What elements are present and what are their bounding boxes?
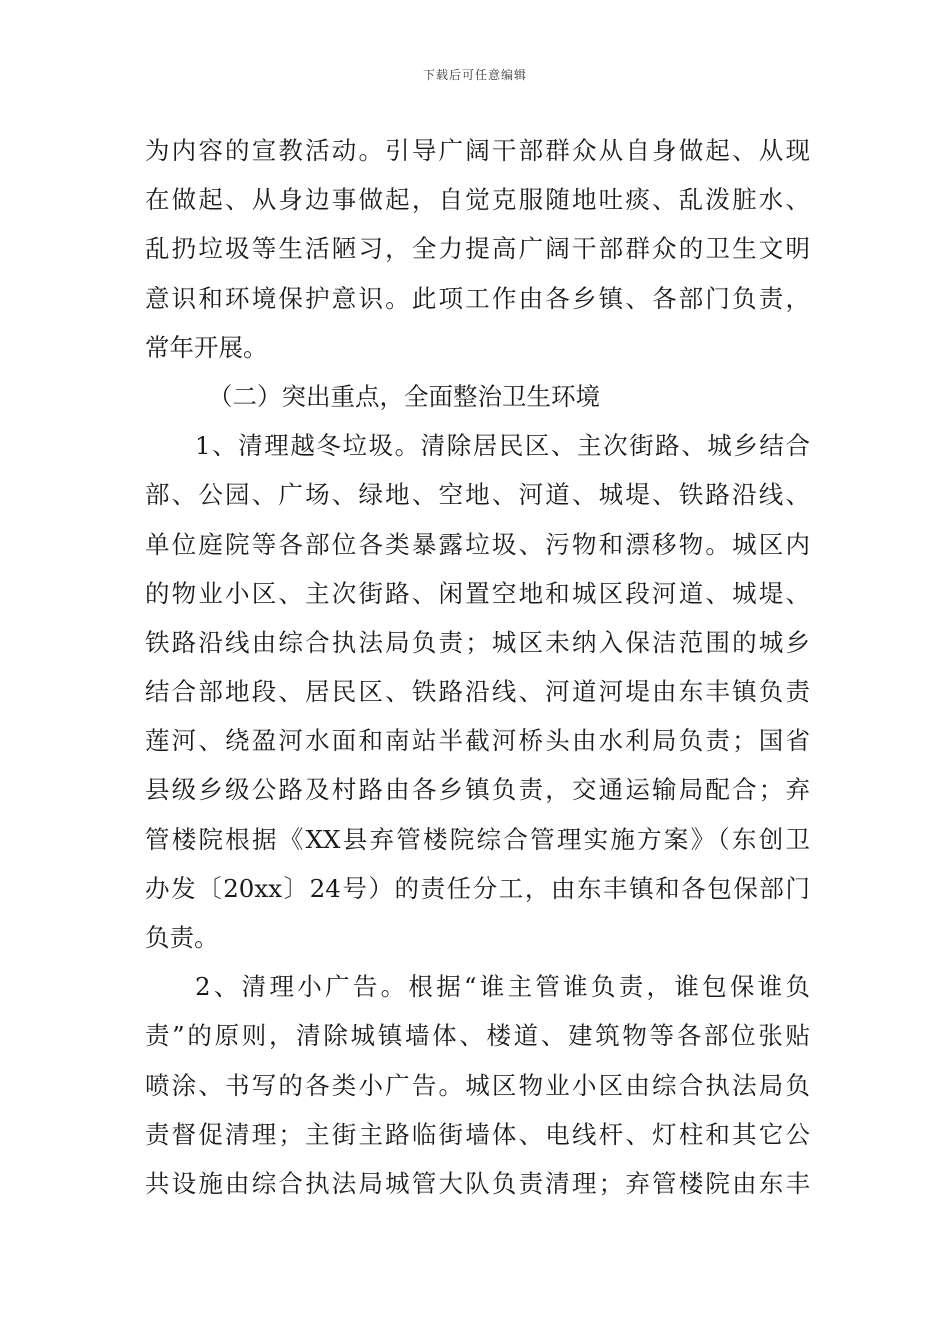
document-body xyxy=(145,126,810,1208)
text-line: 喷涂、书写的各类小广告。城区物业小区由综合执法局负 xyxy=(145,1070,810,1100)
text-line: 铁路沿线由综合执法局负责；城区未纳入保洁范围的城乡 xyxy=(145,627,810,657)
text-line: 的物业小区、主次街路、闲置空地和城区段河道、城堤、 xyxy=(145,578,810,608)
text-line: 责”的原则，清除城镇墙体、楼道、建筑物等各部位张贴 xyxy=(145,1021,810,1051)
text-line: 1、清理越冬垃圾。清除居民区、主次街路、城乡结合 xyxy=(195,431,810,461)
text-line: 负责。 xyxy=(145,923,219,952)
text-line: 单位庭院等各部位各类暴露垃圾、污物和漂移物。城区内 xyxy=(145,529,810,559)
text-line: 结合部地段、居民区、铁路沿线、河道河堤由东丰镇负责 xyxy=(145,677,810,707)
text-line: 意识和环境保护意识。此项工作由各乡镇、各部门负责， xyxy=(145,283,810,313)
paragraph-item-1 xyxy=(145,421,810,962)
heading-line: （二）突出重点，全面整治卫生环境 xyxy=(208,381,600,411)
text-line: 在做起、从身边事做起，自觉克服随地吐痰、乱泼脏水、 xyxy=(145,185,810,215)
text-line: 办发〔20xx〕24号）的责任分工，由东丰镇和各包保部门 xyxy=(145,873,810,903)
text-line: 管楼院根据《XX县弃管楼院综合管理实施方案》（东创卫 xyxy=(145,824,810,854)
page-header: 下载后可任意编辑 xyxy=(422,68,527,82)
text-line: 部、公园、广场、绿地、空地、河道、城堤、铁路沿线、 xyxy=(145,480,810,510)
section-heading xyxy=(145,372,810,421)
text-line: 常年开展。 xyxy=(145,332,268,362)
text-line: 2、清理小广告。根据“谁主管谁负责，谁包保谁负 xyxy=(195,972,810,1002)
paragraph-item-2 xyxy=(145,962,810,1208)
paragraph-continued xyxy=(145,126,810,372)
text-line: 县级乡级公路及村路由各乡镇负责，交通运输局配合；弃 xyxy=(145,775,810,805)
text-line: 乱扔垃圾等生活陋习，全力提高广阔干部群众的卫生文明 xyxy=(145,234,810,264)
text-line: 莲河、绕盈河水面和南站半截河桥头由水利局负责；国省 xyxy=(145,726,810,756)
text-line: 共设施由综合执法局城管大队负责清理；弃管楼院由东丰 xyxy=(145,1168,810,1198)
text-line: 责督促清理；主街主路临街墙体、电线杆、灯柱和其它公 xyxy=(145,1119,810,1149)
text-line: 为内容的宣教活动。引导广阔干部群众从自身做起、从现 xyxy=(145,136,810,165)
